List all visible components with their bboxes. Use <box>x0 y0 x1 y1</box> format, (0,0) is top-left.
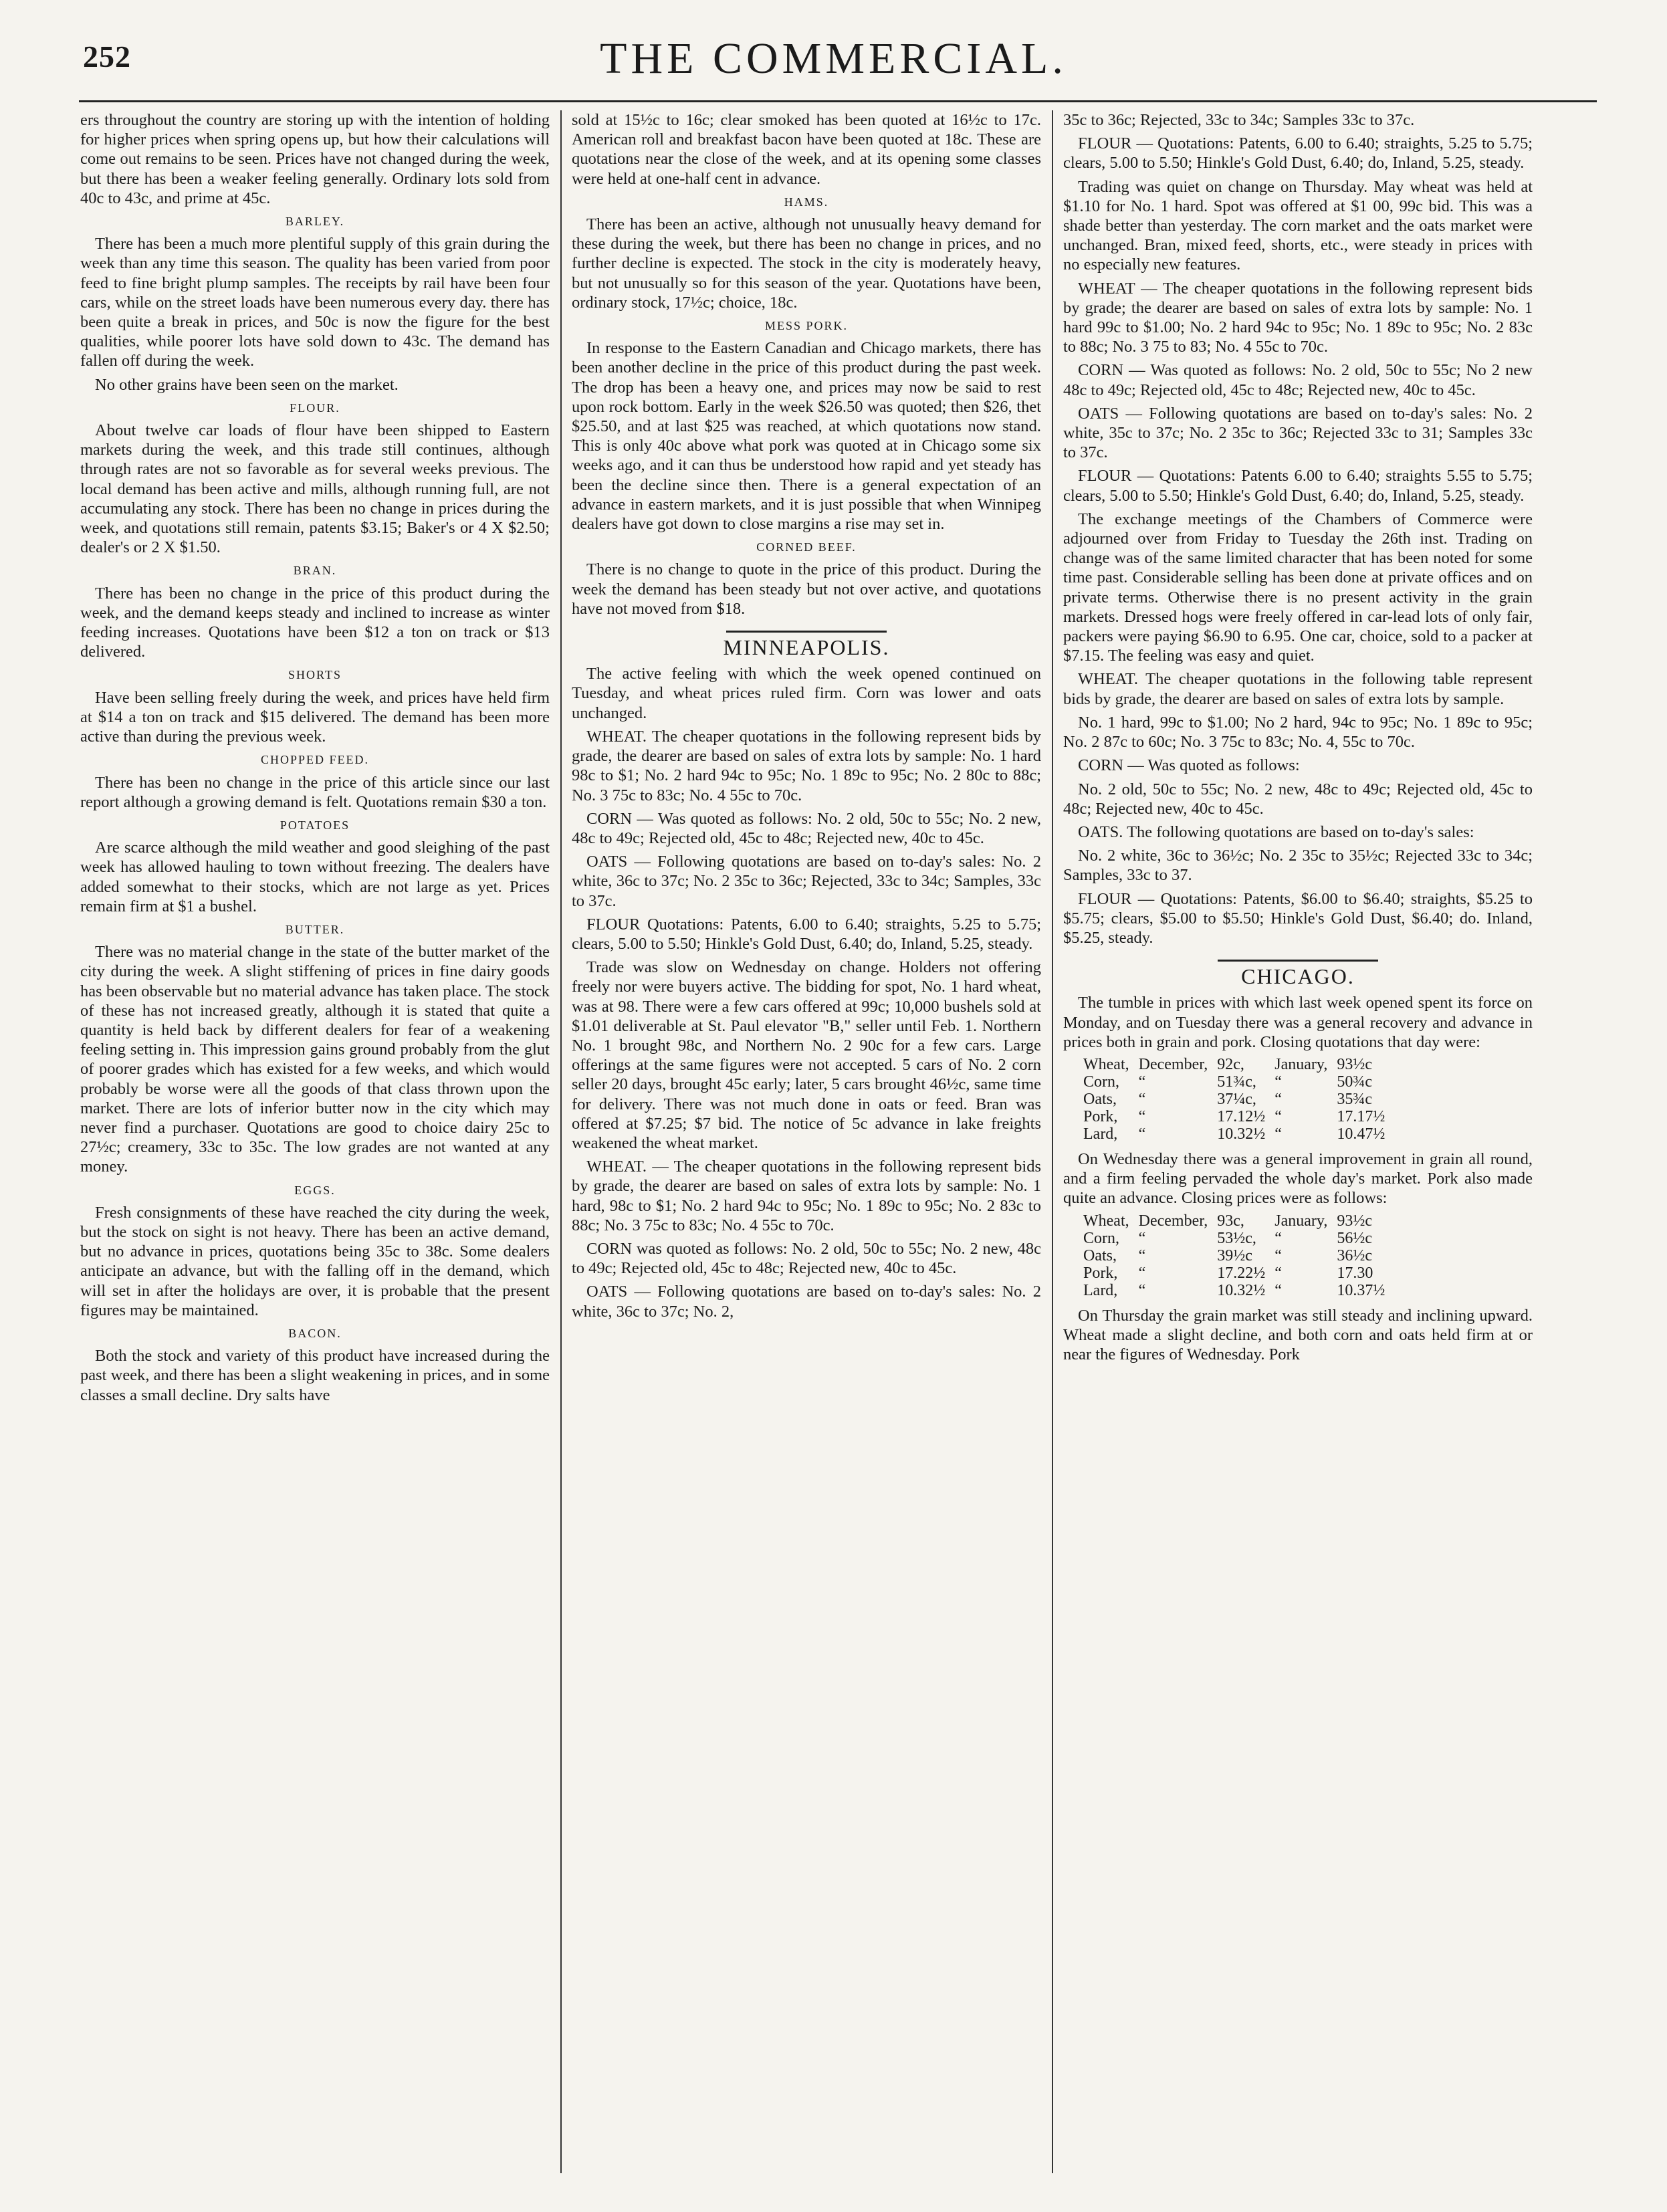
paragraph: On Thursday the grain market was still steady and inclining upward. Wheat made a slight decline, and both corn and oats held firm at or near the figures of Wednesday. Pork <box>1063 1306 1533 1363</box>
quote-cell: “ <box>1138 1107 1146 1125</box>
paragraph: No. 1 hard, 99c to $1.00; No 2 hard, 94c to 95c; No. 1 89c to 95c; No. 2 87c to 60c; No. 3 75c to 83c; No. 4, 55c to 70c. <box>1063 713 1533 752</box>
paragraph: There has been a much more plentiful supply of this grain during the week than any time this season. The quality has been varied from poor feed to fine bright plump samples. The receipts by rail have been four cars, while on the street loads have been numerous every day. there has been quite a break in prices, and 50c is now the figure for the best qualities, while poorer lots have sold down to 43c. The demand has fallen off during the week. <box>80 235 550 370</box>
section-heading: BACON. <box>288 1326 342 1340</box>
quote-cell: “ <box>1138 1246 1146 1264</box>
paragraph: There is no change to quote in the price of this product. During the week the demand has been steady but not over active, and quotations have not moved from $18. <box>572 560 1041 618</box>
paragraph: WHEAT. The cheaper quotations in the following table represent bids by grade, the dearer are based on sales of extra lots by sample. <box>1063 670 1533 708</box>
quote-cell: 51¾c, <box>1217 1073 1256 1091</box>
paragraph: There was no material change in the state of the butter market of the city during the week. A slight stiffening of prices in fine dairy goods has been observable but no material advance has taken place. The stock of these has not increased greatly, although it is stated that quite a quantity is held back by different dealers for fear of a weakening feeling setting in. This impression gains ground probably from the glut of poorer grades which has existed for a few weeks, and which would probably be worse were all the goods of that class thrown upon the market. There are lots of inferior butter now in the city which may never find a purchaser. Quotations are good to choice dairy 25c to 27½c; creamery, 33c to 35c. The low grades are not wanted at any money. <box>80 943 550 1176</box>
quote-cell: 10.32½ <box>1217 1281 1266 1299</box>
quote-cell: “ <box>1274 1125 1282 1143</box>
column-2 <box>572 110 1041 2173</box>
paragraph: CORN — Was quoted as follows: <box>1078 756 1300 775</box>
paragraph: Trading was quiet on change on Thursday. May wheat was held at $1.10 for No. 1 hard. Spot was offered at $1 00, 99c bid. This was a shade better than yesterday. The corn market and the oats market were unchanged. Bran, mixed feed, shorts, etc., were steady in prices with no especially new features. <box>1063 177 1533 274</box>
section-heading: CORNED BEEF. <box>756 540 857 554</box>
paragraph: No. 2 white, 36c to 36½c; No. 2 35c to 35½c; Rejected 33c to 34c; Samples, 33c to 37. <box>1063 847 1533 885</box>
column-3-part-a <box>1063 110 1533 1052</box>
quote-cell: 50¾c <box>1337 1073 1372 1091</box>
quote-cell: 35¾c <box>1337 1090 1372 1108</box>
quote-row <box>1083 1264 1394 1282</box>
quote-cell: 17.17½ <box>1337 1107 1385 1125</box>
quote-row <box>1083 1247 1394 1264</box>
quote-cell: “ <box>1138 1125 1146 1143</box>
quote-row <box>1083 1230 1394 1247</box>
paragraph: About twelve car loads of flour have been shipped to Eastern markets during the week, and this trade still continues, although through rates are not so favorable as for several weeks previous. The local demand has been active and mills, although running full, are not accumulating any stock. There has been no change in prices during the week, and quotations still remain, patents $3.15; Baker's or 4 X $2.50; dealer's or 2 X $1.50. <box>80 421 550 557</box>
paragraph: There has been an active, although not unusually heavy demand for these during the week, but there has been no change in prices, and no further decline is expected. The stock in the city is moderately heavy, but not unusually so for this season of the year. Quotations have been, ordinary stock, 17½c; choice, 18c. <box>572 215 1041 312</box>
section-heading: BUTTER. <box>285 922 345 936</box>
quote-cell: 39½c <box>1217 1246 1252 1264</box>
quote-row <box>1083 1091 1394 1108</box>
quote-cell: “ <box>1274 1090 1282 1108</box>
paragraph: 35c to 36c; Rejected, 33c to 34c; Samples 33c to 37c. <box>1063 111 1415 129</box>
section-rule <box>1218 960 1378 962</box>
quote-row <box>1083 1108 1394 1125</box>
column-1 <box>80 110 550 2173</box>
quote-row <box>1083 1212 1394 1230</box>
paragraph: OATS — Following quotations are based on to-day's sales: No. 2 white, 36c to 37c; No. 2, <box>572 1283 1041 1321</box>
quote-cell: “ <box>1274 1264 1282 1282</box>
paragraph: OATS — Following quotations are based on to-day's sales: No. 2 white, 36c to 37c; No. 2 35c to 36c; Rejected, 33c to 34c; Samples, 33c to 37c. <box>572 853 1041 910</box>
quote-cell: “ <box>1274 1229 1282 1247</box>
quote-cell: “ <box>1274 1246 1282 1264</box>
quote-cell: 92c, <box>1217 1055 1244 1073</box>
section-heading: BARLEY. <box>285 215 345 229</box>
quote-cell: Lard, <box>1083 1281 1118 1299</box>
quote-cell: 36½c <box>1337 1246 1372 1264</box>
quote-row <box>1083 1125 1394 1143</box>
section-heading: HAMS. <box>784 195 829 209</box>
quote-cell: 10.32½ <box>1217 1125 1266 1143</box>
paragraph: No other grains have been seen on the market. <box>95 375 399 394</box>
paragraph: Both the stock and variety of this product have increased during the past week, and there has been a slight weakening in prices, and in some classes a small decline. Dry salts have <box>80 1347 550 1404</box>
quote-cell: 17.22½ <box>1217 1264 1266 1282</box>
quote-cell: 56½c <box>1337 1229 1372 1247</box>
section-heading: BRAN. <box>293 564 337 578</box>
quote-cell: 93½c <box>1337 1055 1372 1073</box>
quote-cell: Corn, <box>1083 1073 1119 1091</box>
quote-cell: January, <box>1274 1212 1328 1230</box>
quote-cell: 17.30 <box>1337 1264 1373 1282</box>
paragraph: WHEAT — The cheaper quotations in the following represent bids by grade; the dearer are based on sales of extra lots by sample: No. 1 hard 99c to $1.00; No. 2 hard 94c to 95c; No. 1 89c to 95c; No. 2 83c to 88c; No. 3 75 to 83; No. 4 55c to 70c. <box>1063 279 1533 356</box>
quote-row <box>1083 1282 1394 1299</box>
quote-cell: “ <box>1274 1107 1282 1125</box>
quote-row <box>1083 1056 1394 1073</box>
section-heading: MESS PORK. <box>764 319 849 333</box>
section-heading: SHORTS <box>288 668 342 682</box>
paragraph: The tumble in prices with which last week opened spent its force on Monday, and on Tuesday there was a general recovery and advance in prices both in grain and pork. Closing quotations that day were: <box>1063 994 1533 1051</box>
quote-cell: 17.12½ <box>1217 1107 1266 1125</box>
quote-cell: Lard, <box>1083 1125 1118 1143</box>
section-heading: FLOUR. <box>290 401 340 415</box>
paragraph: On Wednesday there was a general improvement in grain all round, and a firm feeling pervaded the whole day's market. Pork also made quite an advance. Closing prices were as follows: <box>1063 1149 1533 1208</box>
section-heading: EGGS. <box>294 1183 336 1197</box>
column-3-part-b <box>1063 1149 1533 1208</box>
quote-cell: “ <box>1138 1073 1146 1091</box>
paragraph: WHEAT. The cheaper quotations in the following represent bids by grade, the dearer are based on sales of extra lots by sample: No. 1 hard 98c to $1; No. 2 hard 94c to 95c; No. 1 89c to 95c; No. 2 80c to 88c; No. 3 75c to 83c; No. 4 55c to 70c. <box>572 727 1041 804</box>
paragraph: ers throughout the country are storing up with the intention of holding for higher prices when spring opens up, but how their calculations will come out remains to be seen. Prices have not changed during the week, but there has been a weaker feeling generally. Ordinary lots sold from 40c to 43c, and prime at 45c. <box>80 111 550 207</box>
masthead-rule <box>79 100 1597 102</box>
paragraph: There has been no change in the price of this article since our last report although a growing demand is felt. Quotations remain $30 a ton. <box>80 773 550 811</box>
section-heading: CHOPPED FEED. <box>260 753 370 767</box>
column-3 <box>1063 110 1533 2173</box>
page-number: 252 <box>83 39 131 74</box>
quote-cell: 10.47½ <box>1337 1125 1385 1143</box>
quote-cell: “ <box>1138 1281 1146 1299</box>
paragraph: OATS. The following quotations are based on to-day's sales: <box>1078 822 1474 841</box>
quote-cell: “ <box>1138 1090 1146 1108</box>
quote-cell: Corn, <box>1083 1229 1119 1247</box>
paragraph: Are scarce although the mild weather and good sleighing of the past week has allowed hauling to town without freezing. The dealers have added somewhat to their stocks, which are not large as yet. Prices remain firm at $1 a bushel. <box>80 839 550 915</box>
section-heading: POTATOES <box>280 818 350 832</box>
quote-cell: January, <box>1274 1055 1328 1073</box>
masthead-title: THE COMMERCIAL. <box>600 34 1067 83</box>
paragraph: Fresh consignments of these have reached the city during the week, but the stock on sight is not heavy. There has been an active demand, but no advance in prices, quotations being 35c to 38c. Some dealers anticipate an advance, but with the falling off in the demand, which will set in after the holidays are over, it is probable that the present figures may be maintained. <box>80 1203 550 1319</box>
paragraph: In response to the Eastern Canadian and Chicago markets, there has been another decline in the price of this product during the past week. The drop has been a heavy one, and prices may now be said to rest upon rock bottom. Early in the week $26.50 was quoted; then $26, thet $25.50, and at last $25 was reached, at which quotations now stand. This is only 40c above what pork was quoted at in Chicago some six weeks ago, and it can thus be understood how rapid and yet steady has been the decline since then. There is a general expectation of an advance in eastern markets, and it is just possible that when Winnipeg dealers have got down to close margins a rise may set in. <box>572 339 1041 534</box>
quote-cell: Wheat, <box>1083 1055 1129 1073</box>
paragraph: WHEAT. — The cheaper quotations in the following represent bids by grade, the dearer are based on sales of extra lots by sample: No. 1 hard, 98c to $1; No. 2 hard 94c to 95c; No. 1 89c to 95c; No. 2 83c to 88c; No. 3 75c to 83c; No. 4 55c to 70c. <box>572 1157 1041 1234</box>
paragraph: The active feeling with which the week opened continued on Tuesday, and wheat prices ruled firm. Corn was lower and oats unchanged. <box>572 665 1041 722</box>
quote-cell: “ <box>1138 1264 1146 1282</box>
paragraph: CORN — Was quoted as follows: No. 2 old, 50c to 55c; No 2 new 48c to 49c; Rejected old, 45c to 48c; Rejected new, 40c to 45c. <box>1063 361 1533 399</box>
quote-cell: Oats, <box>1083 1246 1117 1264</box>
quote-cell: December, <box>1138 1212 1208 1230</box>
paragraph: No. 2 old, 50c to 55c; No. 2 new, 48c to 49c; Rejected old, 45c to 48c; Rejected new, 40c to 45c. <box>1063 780 1533 818</box>
quote-cell: “ <box>1274 1281 1282 1299</box>
paragraph: CORN was quoted as follows: No. 2 old, 50c to 55c; No. 2 new, 48c to 49c; Rejected old, 45c to 48c; Rejected new, 40c to 45c. <box>572 1239 1041 1278</box>
column-divider <box>560 110 562 2173</box>
quote-cell: “ <box>1138 1229 1146 1247</box>
quote-cell: Pork, <box>1083 1107 1118 1125</box>
paragraph: FLOUR — Quotations: Patents, $6.00 to $6.40; straights, $5.25 to $5.75; clears, $5.00 to $5.50; Hinkle's Gold Dust, $6.40; do. Inland, $5.25, steady. <box>1063 889 1533 947</box>
paragraph: Trade was slow on Wednesday on change. Holders not offering freely nor were buyers active. The bidding for spot, No. 1 hard wheat, was at 98. There were a few cars offered at 99c; 10,000 bushels sold at $1.01 deliverable at St. Paul elevator "B," seller until Feb. 1. Northern No. 1 brought 98c, and Northern No. 2 90c for a few cars. Large offerings at the same figures were not accepted. 5 cars of No. 2 corn seller 20 days, brought 45c early; later, 5 cars brought 46½c, same time for delivery. There was not much done in oats or feed. Bran was offered at $7.25; $7 bid. The notice of 5c advance in lake freights weakened the wheat market. <box>572 958 1041 1152</box>
quote-cell: Wheat, <box>1083 1212 1129 1230</box>
quote-cell: 37¼c, <box>1217 1090 1256 1108</box>
paragraph: FLOUR — Quotations: Patents 6.00 to 6.40; straights 5.55 to 5.75; clears, 5.00 to 5.50; Hinkle's Gold Dust, 6.40; do, Inland, 5.25, steady. <box>1063 467 1533 505</box>
quote-cell: 10.37½ <box>1337 1281 1385 1299</box>
section-rule <box>726 631 887 633</box>
paragraph: OATS — Following quotations are based on to-day's sales: No. 2 white, 35c to 37c; No. 2 35c to 36c; Rejected 33c to 31; Samples 33c to 37c. <box>1063 404 1533 462</box>
column-3-part-c <box>1063 1306 1533 1365</box>
quote-cell: “ <box>1274 1073 1282 1091</box>
paragraph: CORN — Was quoted as follows: No. 2 old, 50c to 55c; No. 2 new, 48c to 49c; Rejected old, 45c to 48c; Rejected new, 40c to 45c. <box>572 809 1041 847</box>
paragraph: FLOUR Quotations: Patents, 6.00 to 6.40; straights, 5.25 to 5.75; clears, 5.00 to 5.50; Hinkle's Gold Dust, 6.40; do, Inland, 5.25, steady. <box>572 915 1041 953</box>
paragraph: There has been no change in the price of this product during the week, and the demand keeps steady and inclined to increase as winter feeding increases. Quotations have been $12 a ton on track or $13 delivered. <box>80 584 550 661</box>
column-divider <box>1052 110 1053 2173</box>
quote-cell: December, <box>1138 1055 1208 1073</box>
paragraph: The exchange meetings of the Chambers of Commerce were adjourned over from Friday to Tuesday the 26th inst. Trading on change was of the same limited character that has been noted for some time past. Considerable selling has been done at private offices and on private terms. Otherwise there is no present activity in the grain markets. Dressed hogs were freely offered in car-lead lots of only fair, packers were paying $6.90 to 6.95. One car, choice, sold to a packer at $7.15. The feeling was easy and quiet. <box>1063 510 1533 665</box>
city-heading: CHICAGO. <box>1241 964 1355 989</box>
quote-cell: 93½c <box>1337 1212 1372 1230</box>
paragraph: FLOUR — Quotations: Patents, 6.00 to 6.40; straights, 5.25 to 5.75; clears, 5.00 to 5.50; Hinkle's Gold Dust, 6.40; do, Inland, 5.25, steady. <box>1063 134 1533 173</box>
quote-cell: 93c, <box>1217 1212 1244 1230</box>
quote-row <box>1083 1073 1394 1091</box>
paragraph: Have been selling freely during the week, and prices have held firm at $14 a ton on track and $15 delivered. The demand has been more active than during the previous week. <box>80 688 550 746</box>
quote-cell: Oats, <box>1083 1090 1117 1108</box>
quote-cell: Pork, <box>1083 1264 1118 1282</box>
city-heading: MINNEAPOLIS. <box>723 635 890 660</box>
chicago-quotes-table-1 <box>1083 1056 1394 1143</box>
quote-cell: 53½c, <box>1217 1229 1256 1247</box>
paragraph: sold at 15½c to 16c; clear smoked has been quoted at 16½c to 17c. American roll and breakfast bacon have been quoted at 18c. These are quotations near the close of the week, and at its opening some classes were held at one-half cent in advance. <box>572 111 1041 188</box>
chicago-quotes-table-2 <box>1083 1212 1394 1299</box>
